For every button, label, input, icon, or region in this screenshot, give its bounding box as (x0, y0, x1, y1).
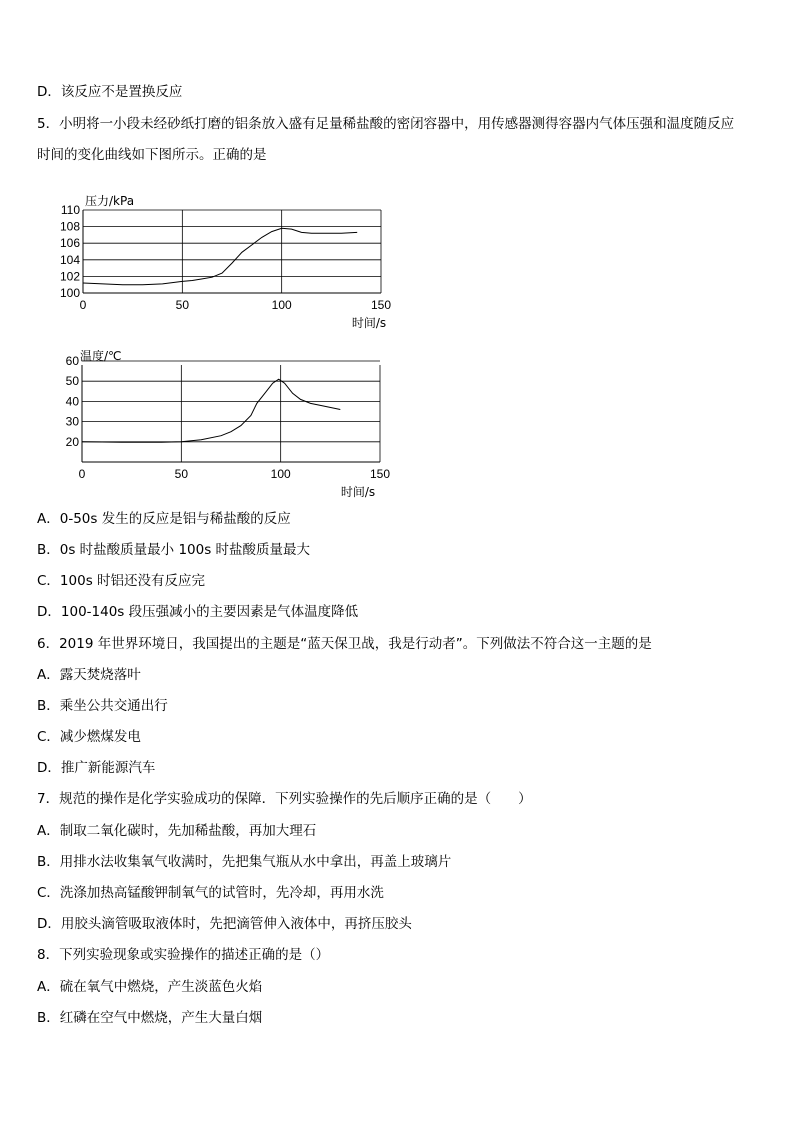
q7-option-d: D．用胶头滴管吸取液体时，先把滴管伸入液体中，再挤压胶头 (37, 916, 412, 932)
q6-option-d: D．推广新能源汽车 (37, 760, 156, 776)
pressure-chart (40, 190, 400, 342)
pressure-chart-svg (40, 190, 400, 338)
temperature-series-line (82, 379, 340, 442)
q7-stem: 7．规范的操作是化学实验成功的保障．下列实验操作的先后顺序正确的是（ ） (37, 791, 532, 807)
pressure-x-axis-label: 时间/s (351, 316, 387, 330)
temperature-x-tick-label: 50 (174, 467, 189, 481)
pressure-x-tick-label: 50 (175, 298, 190, 312)
pressure-x-tick-label: 0 (79, 298, 87, 312)
pressure-y-tick-label: 104 (59, 252, 80, 267)
temperature-y-tick-label: 20 (65, 434, 79, 449)
pressure-y-tick-label: 110 (60, 203, 80, 217)
temperature-y-tick-label: 30 (65, 414, 79, 429)
q5-stem-line-1: 5．小明将一小段未经砂纸打磨的铝条放入盛有足量稀盐酸的密闭容器中，用传感器测得容器内气体压强和温度随反应 (37, 116, 735, 132)
temperature-chart (40, 350, 400, 502)
q5-option-d: D．100-140s 段压强减小的主要因素是气体温度降低 (37, 604, 359, 620)
q8-option-a: A．硫在氧气中燃烧，产生淡蓝色火焰 (37, 979, 263, 995)
q7-option-b: B．用排水法收集氧气收满时，先把集气瓶从水中拿出，再盖上玻璃片 (37, 854, 452, 870)
q8-option-b: B．红磷在空气中燃烧，产生大量白烟 (37, 1010, 263, 1026)
temperature-y-tick-label: 50 (65, 374, 79, 389)
temperature-y-tick-label: 60 (65, 354, 79, 368)
q7-option-c: C．洗涤加热高锰酸钾制氧气的试管时，先冷却，再用水洗 (37, 885, 384, 901)
temperature-x-tick-label: 100 (270, 467, 291, 481)
q8-stem: 8．下列实验现象或实验操作的描述正确的是（） (37, 947, 330, 963)
pressure-y-tick-label: 106 (59, 236, 80, 251)
q4-option-d: D．该反应不是置换反应 (37, 84, 183, 100)
pressure-y-tick-label: 102 (59, 269, 80, 284)
q7-option-a: A．制取二氧化碳时，先加稀盐酸，再加大理石 (37, 823, 317, 839)
temperature-x-axis-label: 时间/s (340, 485, 376, 498)
pressure-x-tick-label: 100 (271, 298, 292, 312)
pressure-y-tick-label: 108 (59, 219, 80, 234)
q6-option-a: A．露天焚烧落叶 (37, 667, 141, 683)
temperature-y-axis-label: 温度/℃ (80, 350, 122, 363)
q6-stem: 6．2019 年世界环境日，我国提出的主题是“蓝天保卫战，我是行动者”。下列做法不符合这一主题的是 (37, 636, 652, 652)
pressure-y-tick-label: 100 (59, 286, 80, 300)
pressure-x-tick-label: 150 (370, 298, 392, 312)
q5-stem-line-2: 时间的变化曲线如下图所示。正确的是 (37, 147, 267, 163)
q5-option-b: B．0s 时盐酸质量最小 100s 时盐酸质量最大 (37, 542, 311, 558)
temperature-x-tick-label: 0 (78, 467, 86, 481)
q6-option-b: B．乘坐公共交通出行 (37, 698, 168, 714)
q5-option-a: A．0-50s 发生的反应是铝与稀盐酸的反应 (37, 511, 291, 527)
pressure-y-axis-label: 压力/kPa (85, 194, 135, 208)
q5-option-c: C．100s 时铝还没有反应完 (37, 573, 206, 589)
q6-option-c: C．减少燃煤发电 (37, 729, 141, 745)
temperature-x-tick-label: 150 (369, 467, 391, 481)
temperature-chart-svg (40, 350, 400, 498)
temperature-y-tick-label: 40 (65, 394, 79, 409)
